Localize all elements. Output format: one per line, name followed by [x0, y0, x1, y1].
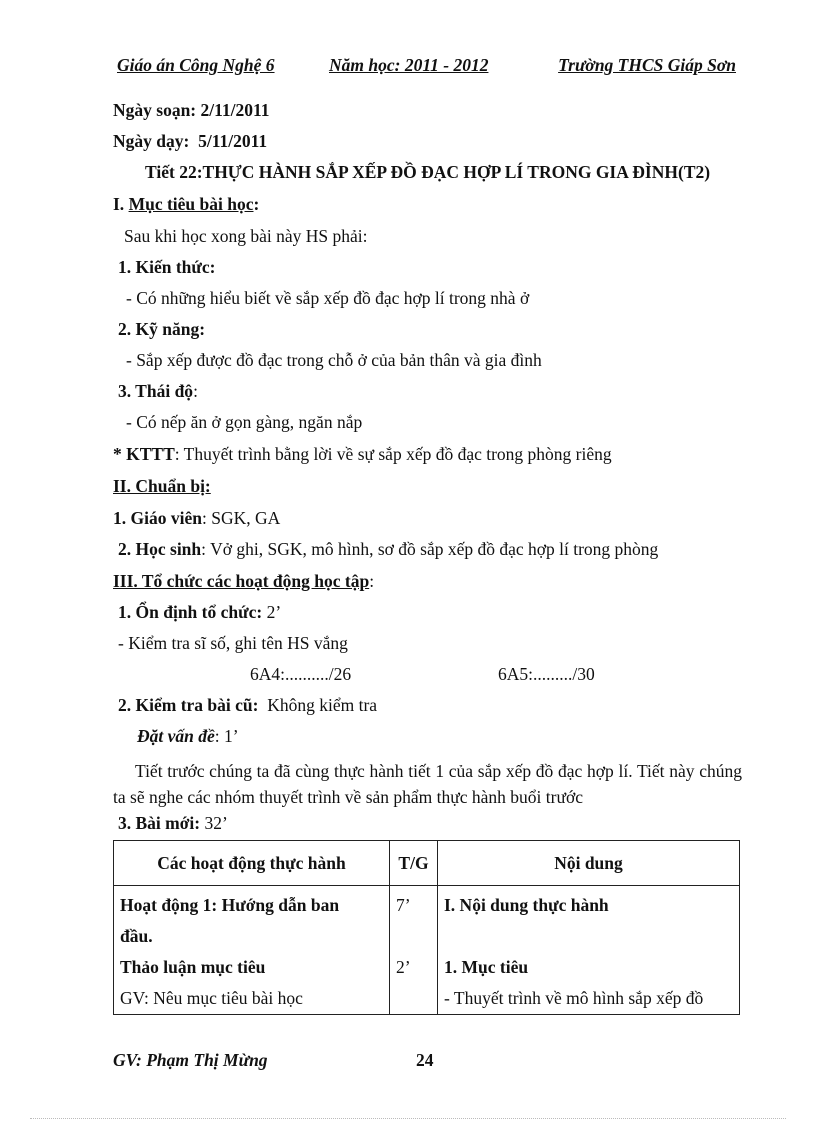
teacher-prep: 1. Giáo viên: SGK, GA: [113, 508, 281, 528]
footer-teacher: GV: Phạm Thị Mừng: [113, 1050, 268, 1070]
section1-intro: Sau khi học xong bài này HS phải:: [124, 226, 368, 246]
attitude-item: - Có nếp ăn ở gọn gàng, ngăn nắp: [126, 412, 363, 432]
stabilize-line: 1. Ổn định tổ chức: 2’: [118, 602, 282, 622]
page-number: 24: [416, 1050, 434, 1070]
kttt-line: * KTTT: Thuyết trình bằng lời về sự sắp xếp đồ đạc trong phòng riêng: [113, 444, 612, 464]
knowledge-label: 1. Kiến thức:: [118, 257, 216, 277]
roll-call: - Kiểm tra sĩ số, ghi tên HS vắng: [118, 633, 348, 653]
intro-problem: Đặt vấn đề: 1’: [137, 726, 239, 746]
class-6a5: 6A5:........./30: [498, 664, 595, 684]
header-school: Trường THCS Giáp Sơn: [558, 55, 736, 75]
attitude-label: 3. Thái độ:: [118, 381, 198, 401]
section1-heading: I. Mục tiêu bài học:: [113, 194, 260, 214]
teach-date: Ngày dạy: 5/11/2011: [113, 131, 268, 151]
table-header-row: [114, 841, 740, 886]
new-lesson: 3. Bài mới: 32’: [118, 813, 228, 833]
header-time: T/G: [390, 841, 438, 886]
skill-label: 2. Kỹ năng:: [118, 319, 206, 339]
class-6a4: 6A4:........../26: [250, 664, 352, 684]
check-old-lesson: 2. Kiểm tra bài cũ: Không kiểm tra: [118, 695, 378, 715]
activity-table: [113, 840, 740, 1015]
page-header: [117, 55, 736, 79]
section3-heading: III. Tổ chức các hoạt động học tập:: [113, 571, 375, 591]
header-activities: Các hoạt động thực hành: [114, 841, 390, 886]
skill-item: - Sắp xếp được đồ đạc trong chỗ ở của bản thân và gia đình: [126, 350, 542, 370]
section2-heading: II. Chuẩn bị:: [113, 476, 211, 496]
table-row: Hoạt động 1: Hướng dẫn ban đầu. Thảo luận mục tiêu GV: Nêu mục tiêu bài học 7’ 2’ I. Nội dung thực hành 1. Mục tiêu - Thuyết trình về mô hình sắp xếp đồ: [114, 886, 740, 1015]
intro-paragraph: Tiết trước chúng ta đã cùng thực hành tiết 1 của sắp xếp đồ đạc hợp lí. Tiết này chúng ta sẽ nghe các nhóm thuyết trình về sản phẩm thực hành buổi trước: [113, 761, 742, 807]
knowledge-item: - Có những hiểu biết về sắp xếp đồ đạc hợp lí trong nhà ở: [126, 288, 530, 308]
header-school-year: Năm học: 2011 - 2012: [329, 55, 489, 75]
header-content: Nội dung: [438, 841, 740, 886]
lesson-title: Tiết 22:THỰC HÀNH SẮP XẾP ĐỒ ĐẠC HỢP LÍ TRONG GIA ĐÌNH(T2): [145, 162, 711, 182]
page-bottom-divider: [30, 1118, 786, 1119]
student-prep: 2. Học sinh: Vở ghi, SGK, mô hình, sơ đồ sắp xếp đồ đạc hợp lí trong phòng: [118, 539, 659, 559]
prep-date: Ngày soạn: 2/11/2011: [113, 100, 270, 120]
header-subject: Giáo án Công Nghệ 6: [117, 55, 275, 75]
